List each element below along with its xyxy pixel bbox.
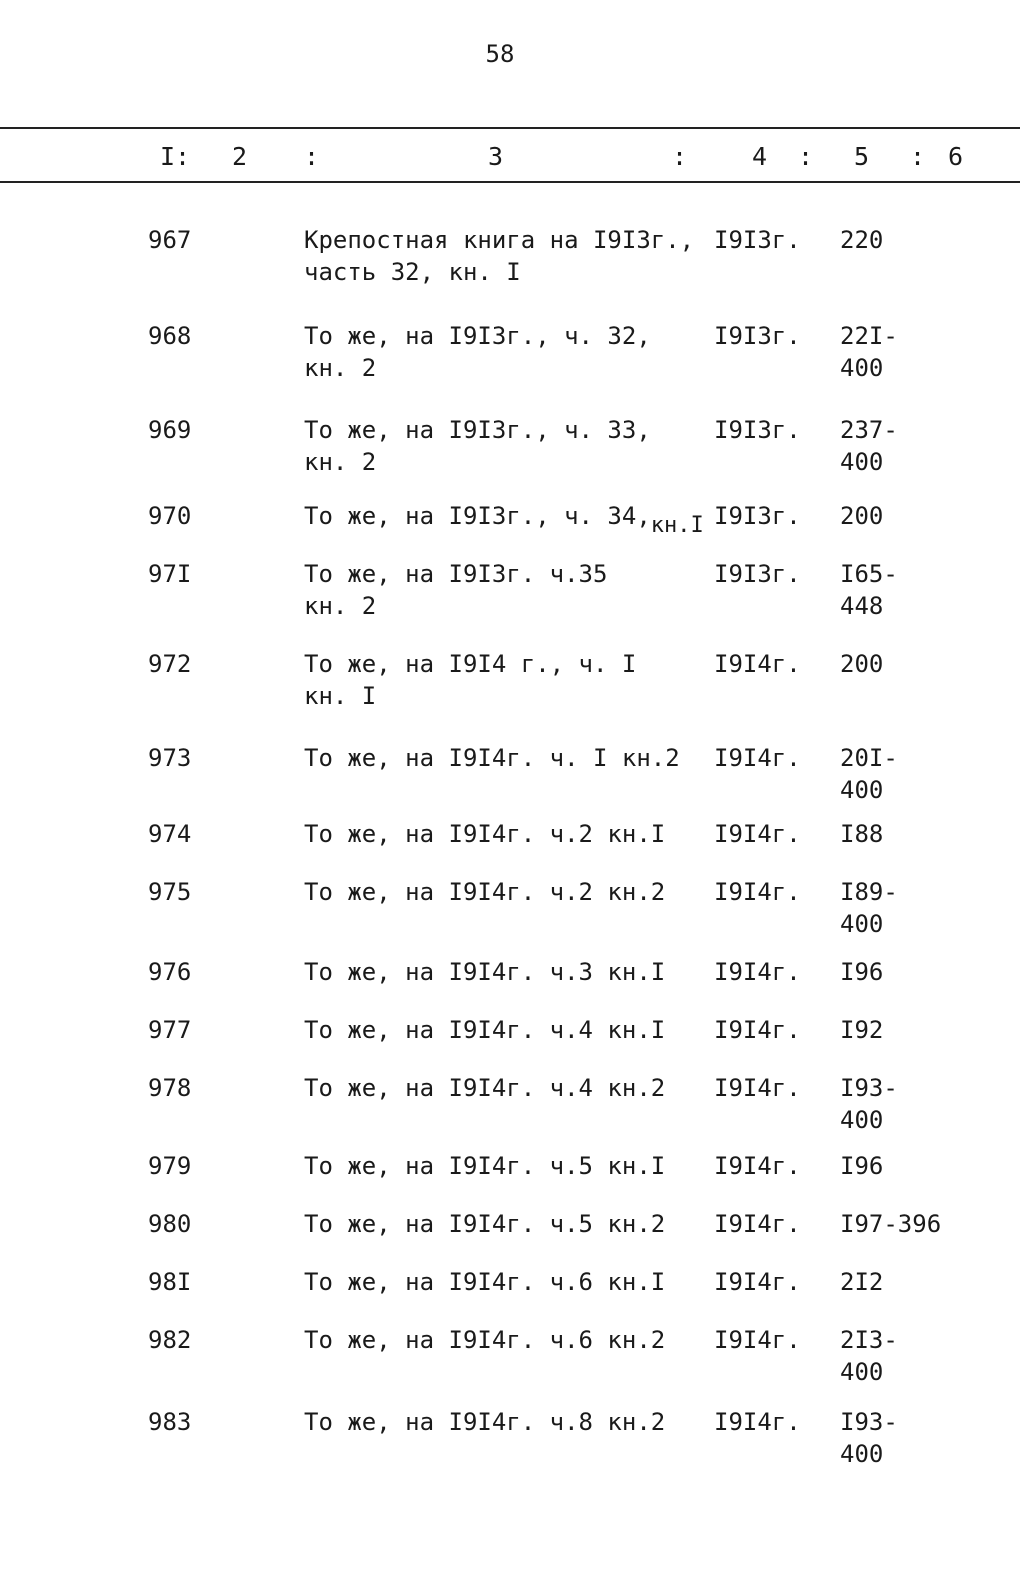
sheets-line: 400	[840, 910, 884, 938]
record-description	[304, 224, 694, 288]
header-bottom-rule	[0, 181, 1020, 183]
header-col5: 5	[854, 142, 870, 171]
description-line: То же, на I9I3г., ч. 34,	[304, 502, 651, 530]
sheets-line: 200	[840, 650, 884, 678]
sheets-line: I93-	[840, 1408, 898, 1436]
record-year: I9I4г.	[714, 1210, 801, 1238]
record-description	[304, 320, 651, 384]
record-number: 97I	[148, 560, 192, 588]
sheets-line: I96	[840, 958, 884, 986]
description-line: То же, на I9I4г. ч.2 кн.I	[304, 820, 666, 848]
sheets-line: I88	[840, 820, 884, 848]
description-subscript: кн.I	[650, 513, 704, 538]
header-sep2: :	[672, 142, 688, 171]
description-line: кн. 2	[304, 448, 377, 476]
sheets-line: 22I-	[840, 322, 898, 350]
record-sheets	[840, 1406, 898, 1470]
header-col6: 6	[948, 142, 964, 171]
description-line: То же, на I9I3г., ч. 33,	[304, 416, 651, 444]
description-line: То же, на I9I3г. ч.35	[304, 560, 608, 588]
record-description	[304, 1072, 665, 1104]
sheets-line: I97-396	[840, 1210, 942, 1238]
description-line: То же, на I9I4г. ч.4 кн.I	[304, 1016, 666, 1044]
record-description	[304, 956, 665, 988]
record-description	[304, 414, 651, 478]
sheets-line: 448	[840, 592, 884, 620]
record-year: I9I4г.	[714, 1326, 801, 1354]
record-year: I9I3г.	[714, 416, 801, 444]
record-description	[304, 876, 665, 908]
description-line: То же, на I9I4г. ч.8 кн.2	[304, 1408, 666, 1436]
sheets-line: I96	[840, 1152, 884, 1180]
record-number: 969	[148, 416, 192, 444]
record-number: 983	[148, 1408, 192, 1436]
sheets-line: I65-	[840, 560, 898, 588]
header-top-rule	[0, 127, 1020, 129]
header-sep1: :	[304, 142, 320, 171]
sheets-line: 20I-	[840, 744, 898, 772]
record-sheets	[840, 224, 883, 256]
sheets-line: 2I3-	[840, 1326, 898, 1354]
description-line: кн. I	[304, 682, 377, 710]
record-year: I9I4г.	[714, 650, 801, 678]
record-sheets	[840, 1150, 883, 1182]
description-line: То же, на I9I4г. ч.4 кн.2	[304, 1074, 666, 1102]
record-year: I9I4г.	[714, 1152, 801, 1180]
description-line: То же, на I9I4г. ч.5 кн.I	[304, 1152, 666, 1180]
record-number: 975	[148, 878, 192, 906]
description-line-wrap	[304, 500, 704, 538]
description-line: кн. 2	[304, 592, 377, 620]
record-sheets	[840, 1072, 898, 1136]
sheets-line: 400	[840, 1440, 884, 1468]
page-number: 58	[485, 40, 515, 68]
header-col3: 3	[488, 142, 504, 171]
record-year: I9I4г.	[714, 1408, 801, 1436]
record-year: I9I4г.	[714, 1268, 801, 1296]
record-description	[304, 1208, 665, 1240]
sheets-line: 400	[840, 776, 884, 804]
record-description	[304, 648, 636, 712]
record-number: 977	[148, 1016, 192, 1044]
record-sheets	[840, 1266, 883, 1298]
record-number: 978	[148, 1074, 192, 1102]
sheets-line: 400	[840, 354, 884, 382]
record-sheets	[840, 1208, 941, 1240]
record-number: 970	[148, 502, 192, 530]
description-line: Крепостная книга на I9I3г.,	[304, 226, 695, 254]
record-year: I9I4г.	[714, 1016, 801, 1044]
description-line: часть 32, кн. I	[304, 258, 521, 286]
sheets-line: 200	[840, 502, 884, 530]
record-sheets	[840, 876, 898, 940]
sheets-line: 237-	[840, 416, 898, 444]
sheets-line: 400	[840, 1106, 884, 1134]
sheets-line: I93-	[840, 1074, 898, 1102]
record-description	[304, 1406, 665, 1438]
sheets-line: 2I2	[840, 1268, 884, 1296]
sheets-line: I89-	[840, 878, 898, 906]
record-sheets	[840, 742, 898, 806]
record-number: 979	[148, 1152, 192, 1180]
record-sheets	[840, 500, 883, 532]
record-description	[304, 558, 607, 622]
sheets-line: 400	[840, 1358, 884, 1386]
record-year: I9I3г.	[714, 226, 801, 254]
record-number: 980	[148, 1210, 192, 1238]
record-year: I9I4г.	[714, 1074, 801, 1102]
description-line: То же, на I9I3г., ч. 32,	[304, 322, 651, 350]
record-description	[304, 1150, 665, 1182]
description-line: То же, на I9I4г. ч.2 кн.2	[304, 878, 666, 906]
record-sheets	[840, 956, 883, 988]
record-year: I9I4г.	[714, 958, 801, 986]
record-sheets	[840, 1324, 898, 1388]
record-number: 968	[148, 322, 192, 350]
record-description	[304, 1324, 665, 1356]
sheets-line: 400	[840, 448, 884, 476]
record-sheets	[840, 1014, 883, 1046]
header-sep3: :	[798, 142, 814, 171]
record-sheets	[840, 558, 898, 622]
record-sheets	[840, 648, 883, 680]
header-col1: I:	[160, 142, 191, 171]
description-line: То же, на I9I4г. ч. I кн.2	[304, 744, 680, 772]
description-line: То же, на I9I4г. ч.3 кн.I	[304, 958, 666, 986]
record-year: I9I4г.	[714, 878, 801, 906]
description-line: То же, на I9I4 г., ч. I	[304, 650, 637, 678]
header-col2: 2	[232, 142, 248, 171]
record-sheets	[840, 818, 883, 850]
record-year: I9I4г.	[714, 744, 801, 772]
record-number: 972	[148, 650, 192, 678]
record-number: 973	[148, 744, 192, 772]
sheets-line: I92	[840, 1016, 884, 1044]
record-description	[304, 818, 665, 850]
record-year: I9I4г.	[714, 820, 801, 848]
record-year: I9I3г.	[714, 502, 801, 530]
description-line: То же, на I9I4г. ч.6 кн.I	[304, 1268, 666, 1296]
record-year: I9I3г.	[714, 322, 801, 350]
description-line: кн. 2	[304, 354, 377, 382]
header-col4: 4	[752, 142, 768, 171]
description-line: То же, на I9I4г. ч.5 кн.2	[304, 1210, 666, 1238]
sheets-line: 220	[840, 226, 884, 254]
record-number: 967	[148, 226, 192, 254]
record-year: I9I3г.	[714, 560, 801, 588]
record-sheets	[840, 320, 898, 384]
record-description	[304, 500, 704, 538]
record-number: 98I	[148, 1268, 192, 1296]
record-description	[304, 1266, 665, 1298]
description-line: То же, на I9I4г. ч.6 кн.2	[304, 1326, 666, 1354]
record-number: 976	[148, 958, 192, 986]
record-description	[304, 742, 680, 774]
header-sep4: :	[910, 142, 926, 171]
record-number: 974	[148, 820, 192, 848]
record-number: 982	[148, 1326, 192, 1354]
record-sheets	[840, 414, 898, 478]
record-description	[304, 1014, 665, 1046]
